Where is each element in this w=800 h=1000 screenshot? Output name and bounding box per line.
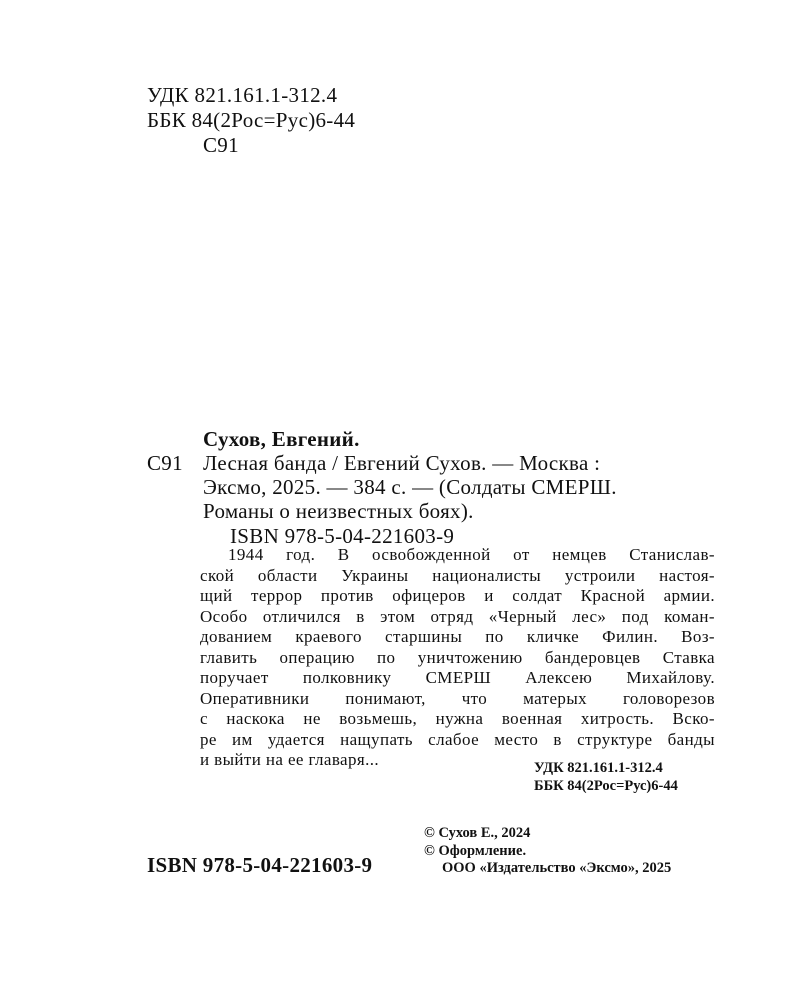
- author-code: С91: [147, 451, 183, 475]
- annotation-line: 1944 год. В освобожденной от немцев Станислав-: [228, 545, 715, 564]
- title-line-1: Лесная банда / Евгений Сухов. — Москва :: [203, 451, 601, 475]
- annotation-line: ской области Украины националисты устроили настоя-: [200, 565, 715, 585]
- author-code-header: С91: [203, 133, 239, 157]
- annotation-bbk: ББК 84(2Рос=Рус)6-44: [534, 778, 678, 794]
- annotation-line: ре им удается нащупать слабое место в структуре банды: [200, 729, 715, 749]
- copyright-design: © Оформление.: [424, 843, 527, 859]
- record-isbn: ISBN 978-5-04-221603-9: [230, 524, 455, 548]
- annotation-line: щий террор против офицеров и солдат Красной армии.: [200, 586, 715, 605]
- copyright-author: © Сухов Е., 2024: [424, 825, 531, 841]
- annotation-line: Особо отличился в этом отряд «Черный лес» под коман-: [200, 606, 715, 626]
- publisher-copyright: ООО «Издательство «Эксмо», 2025: [442, 860, 672, 876]
- author-name: Сухов, Евгений.: [203, 427, 360, 451]
- annotation-udk: УДК 821.161.1-312.4: [534, 760, 663, 776]
- annotation-line: дованием краевого старшины по кличке Филин. Воз-: [200, 627, 715, 646]
- annotation-text: [200, 545, 715, 771]
- title-line-2: Эксмо, 2025. — 384 с. — (Солдаты СМЕРШ.: [203, 475, 617, 499]
- bbk-header: ББК 84(2Рос=Рус)6-44: [147, 108, 356, 132]
- annotation-line: с наскока не возьмешь, нужна военная хитрость. Вско-: [200, 709, 715, 728]
- annotation-line: поручает полковнику СМЕРШ Алексею Михайлову.: [200, 668, 715, 687]
- footer-isbn: ISBN 978-5-04-221603-9: [147, 853, 373, 877]
- title-line-3: Романы о неизвестных боях).: [203, 499, 474, 523]
- annotation-line: и выйти на ее главаря...: [200, 750, 380, 769]
- annotation-line: Оперативники понимают, что матерых головорезов: [200, 688, 715, 708]
- annotation-line: главить операцию по уничтожению бандеровцев Ставка: [200, 647, 715, 667]
- udk-header: УДК 821.161.1-312.4: [147, 83, 338, 107]
